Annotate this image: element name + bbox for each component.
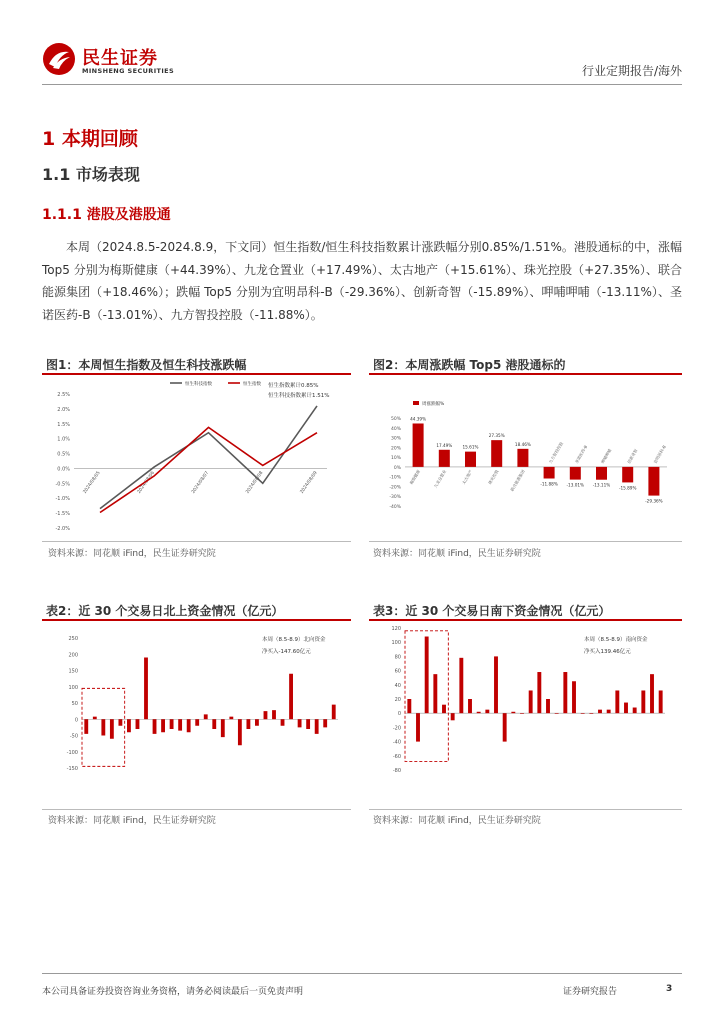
bar (442, 705, 446, 714)
footer-disclaimer: 本公司具备证券投资咨询业务资格，请务必阅读最后一页免责声明 (42, 987, 304, 997)
bar-chart-southbound (369, 622, 682, 806)
bar (544, 467, 555, 479)
bar (289, 674, 293, 720)
bar (439, 450, 450, 467)
bar (537, 672, 541, 713)
bar (246, 719, 250, 729)
bar (195, 719, 199, 726)
y-tick-label: 200 (68, 652, 78, 659)
tab2-source-rule (42, 809, 351, 810)
tab3-source-rule (369, 809, 682, 810)
bar (84, 719, 88, 734)
bar (255, 719, 259, 726)
bar (272, 710, 276, 719)
x-tick-label: 2024/08/07 (191, 470, 211, 495)
y-tick-label: -20 (392, 725, 401, 732)
tab2-rule (42, 619, 351, 621)
bar (416, 713, 420, 741)
y-tick-label: 150 (68, 668, 78, 675)
y-tick-label: 0.5% (57, 451, 70, 458)
footer-doc-type: 证券研究报告 (563, 987, 618, 997)
logo-en: MINSHENG SECURITIES (82, 67, 175, 75)
legend-label-0: 恒生科技指数 (185, 382, 212, 387)
bar (503, 713, 507, 741)
y-tick-label: 1.5% (57, 421, 70, 428)
y-tick-label: -60 (392, 753, 401, 760)
bar (581, 713, 585, 714)
section-heading-3: 1.1.1 港股及港股通 (42, 207, 171, 223)
bar-value-label: 18.46% (514, 441, 531, 447)
fig2-title: 图2：本周涨跌幅 Top5 港股通标的 (373, 358, 566, 372)
category-label: 九龙仓置业 (432, 468, 448, 489)
bar (555, 713, 559, 714)
y-tick-label: 60 (394, 668, 401, 675)
y-tick-label: 0.0% (57, 466, 70, 473)
tab3-title: 表3：近 30 个交易日南下资金情况（亿元） (373, 604, 611, 618)
category-label: 呷哺呷哺 (600, 448, 613, 465)
bar (407, 699, 411, 713)
category-label: 九方智投控股 (547, 441, 564, 465)
bar (468, 699, 472, 713)
y-tick-label: -0.5% (55, 481, 70, 488)
y-tick-label: 40% (390, 426, 401, 432)
fig1-rule (42, 373, 351, 375)
bar (161, 719, 165, 732)
bar (323, 719, 327, 727)
series-line-1 (100, 427, 317, 512)
bar (306, 719, 310, 729)
y-tick-label: 1.0% (57, 436, 70, 443)
bar (520, 713, 524, 714)
body-paragraph: 本周（2024.8.5-2024.8.9，下文同）恒生指数/恒生科技指数累计涨跌幅分别0.85%/1.51%。港股通标的中，涨幅 Top5 分别为梅斯健康（+44.39%）、九龙仓置业（+17.49%）、太古地产（+15.61%）、珠光控股（+27.35%）、联合能源集团（+18.46%）；跌幅 Top5 分别为宜明昂科-B（-29.36%）、创新奇智（-15.89%）、呷哺呷哺（-13.11%）、圣诺医药-B（-13.01%）、九方智投控股（-11.88%）。 (42, 240, 682, 322)
y-tick-label: -40 (392, 739, 401, 746)
bar (110, 719, 114, 739)
chart-annotation: 恒生指数累计0.85% (268, 383, 319, 389)
bar (298, 719, 302, 727)
bar (572, 681, 576, 713)
y-tick-label: -40% (389, 505, 401, 510)
category-label: 创新奇智 (626, 448, 639, 465)
bar (101, 719, 105, 735)
category-label: 太古地产 (461, 468, 474, 486)
y-tick-label: -50 (69, 733, 78, 740)
category-label: 梅斯健康 (408, 468, 421, 486)
bar-chart-northbound (42, 622, 351, 806)
tab3-rule (369, 619, 682, 621)
bar (491, 440, 502, 467)
bar-value-label: 27.35% (488, 433, 505, 439)
y-tick-label: -150 (66, 766, 78, 772)
header-rule (42, 84, 682, 85)
y-tick-label: 0 (74, 717, 78, 724)
bar (451, 713, 455, 720)
bar (546, 699, 550, 713)
category-label: 联合能源集团 (509, 468, 526, 493)
section-heading-2: 1.1 市场表现 (42, 165, 140, 184)
bar (229, 717, 233, 720)
bar (264, 711, 268, 719)
bar-value-label: -15.89% (618, 485, 637, 491)
bar-value-label: 17.49% (436, 442, 453, 448)
bar-value-label: 44.39% (410, 416, 427, 422)
y-tick-label: 100 (68, 684, 78, 691)
y-tick-label: 120 (391, 626, 401, 632)
y-tick-label: -80 (392, 768, 401, 774)
x-tick-label: 2024/08/08 (245, 470, 265, 495)
y-tick-label: 20 (394, 697, 401, 703)
y-tick-label: 50% (390, 417, 401, 422)
bar (153, 719, 157, 734)
footer-rule (42, 973, 682, 974)
fig2-rule (369, 373, 682, 375)
bar (238, 719, 242, 745)
y-tick-label: -100 (66, 749, 78, 756)
bar (127, 719, 131, 732)
bar (465, 452, 476, 467)
y-tick-label: -10% (389, 475, 401, 481)
bar (633, 708, 637, 714)
bar-value-label: 15.61% (462, 444, 479, 450)
fig2-source-rule (369, 541, 682, 542)
bar (598, 710, 602, 714)
bar (485, 710, 489, 714)
y-tick-label: -1.0% (55, 496, 70, 503)
bar-value-label: -11.88% (540, 481, 558, 487)
bar-chart-top5 (369, 376, 682, 536)
chart-annotation: 净买入-147.60亿元 (262, 649, 311, 655)
page-number: 3 (666, 984, 673, 994)
bar (529, 690, 533, 713)
y-tick-label: 30% (390, 436, 401, 442)
bar (659, 690, 663, 713)
bar (641, 690, 645, 713)
bar (433, 674, 437, 713)
bar-value-label: -29.36% (645, 498, 663, 504)
y-tick-label: 10% (390, 456, 401, 462)
x-tick-label: 2024/08/09 (299, 470, 319, 495)
y-tick-label: 0% (393, 465, 401, 471)
bar-value-label: -13.01% (566, 482, 585, 488)
bar (212, 719, 216, 729)
tab2-title: 表2：近 30 个交易日北上资金情况（亿元） (46, 604, 284, 618)
fig1-title: 图1：本周恒生指数及恒生科技涨跌幅 (46, 358, 247, 372)
bar (332, 705, 336, 720)
bar (136, 719, 140, 729)
bar-value-label: -13.11% (592, 482, 611, 488)
bar (178, 719, 182, 730)
logo-cn: 民生证券 (82, 48, 158, 69)
bar (425, 637, 429, 714)
bar (221, 719, 225, 737)
tab2-source: 资料来源：同花顺 iFind，民生证券研究院 (48, 816, 216, 826)
legend-label-1: 恒生指数 (243, 382, 261, 387)
bar (187, 719, 191, 732)
category-label: 珠光控股 (487, 468, 500, 486)
bar (413, 423, 424, 466)
fig1-source: 资料来源：同花顺 iFind，民生证券研究院 (48, 549, 216, 559)
x-tick-label: 2024/08/06 (136, 470, 156, 495)
bar (281, 719, 285, 726)
fig1-source-rule (42, 541, 351, 542)
bar (204, 714, 208, 719)
y-tick-label: 100 (391, 640, 401, 647)
bar (624, 703, 628, 714)
category-label: 宜明昂科-B (652, 444, 667, 465)
chart-annotation: 本周（8.5-8.9）北向资金 (262, 637, 326, 643)
bar (615, 690, 619, 713)
y-tick-label: 2.5% (57, 392, 70, 398)
x-tick-label: 2024/08/05 (82, 470, 102, 495)
y-tick-label: 80 (394, 654, 401, 661)
bar (477, 712, 481, 713)
bar (596, 467, 607, 480)
bar (459, 658, 463, 713)
legend-label: 周涨跌幅% (422, 402, 445, 407)
bar (93, 717, 97, 720)
legend-swatch (413, 401, 419, 405)
y-tick-label: 50 (71, 701, 78, 707)
bar (622, 467, 633, 483)
y-tick-label: 2.0% (57, 406, 70, 413)
series-line-0 (100, 406, 317, 509)
bar (118, 719, 122, 726)
bar (144, 658, 148, 720)
bar (517, 449, 528, 467)
bar (511, 712, 515, 713)
y-tick-label: -2.0% (55, 526, 70, 532)
chart-annotation: 净买入139.46亿元 (584, 649, 631, 655)
bar (648, 467, 659, 496)
bar (563, 672, 567, 713)
y-tick-label: 250 (68, 636, 78, 642)
fig2-source: 资料来源：同花顺 iFind，民生证券研究院 (373, 549, 541, 559)
y-tick-label: -1.5% (55, 511, 70, 518)
chart-annotation: 本周（8.5-8.9）南向资金 (584, 637, 648, 643)
y-tick-label: 20% (390, 446, 401, 452)
bar (570, 467, 581, 480)
y-tick-label: 40 (394, 682, 401, 689)
bar (315, 719, 319, 734)
minsheng-logo-icon (42, 42, 76, 76)
bar (170, 719, 174, 729)
chart-annotation: 恒生科技指数累计1.51% (268, 393, 330, 399)
bar (650, 674, 654, 713)
y-tick-label: -20% (389, 485, 401, 491)
y-tick-label: 0 (397, 711, 401, 718)
bar (494, 656, 498, 713)
section-heading-1: 1 本期回顾 (42, 128, 138, 150)
tab3-source: 资料来源：同花顺 iFind，民生证券研究院 (373, 816, 541, 826)
y-tick-label: -30% (389, 495, 401, 501)
category-label: 圣诺医药-B (573, 444, 589, 465)
bar (607, 710, 611, 714)
bar (589, 713, 593, 714)
line-chart-hsi (42, 376, 351, 536)
report-category: 行业定期报告/海外 (581, 64, 682, 78)
